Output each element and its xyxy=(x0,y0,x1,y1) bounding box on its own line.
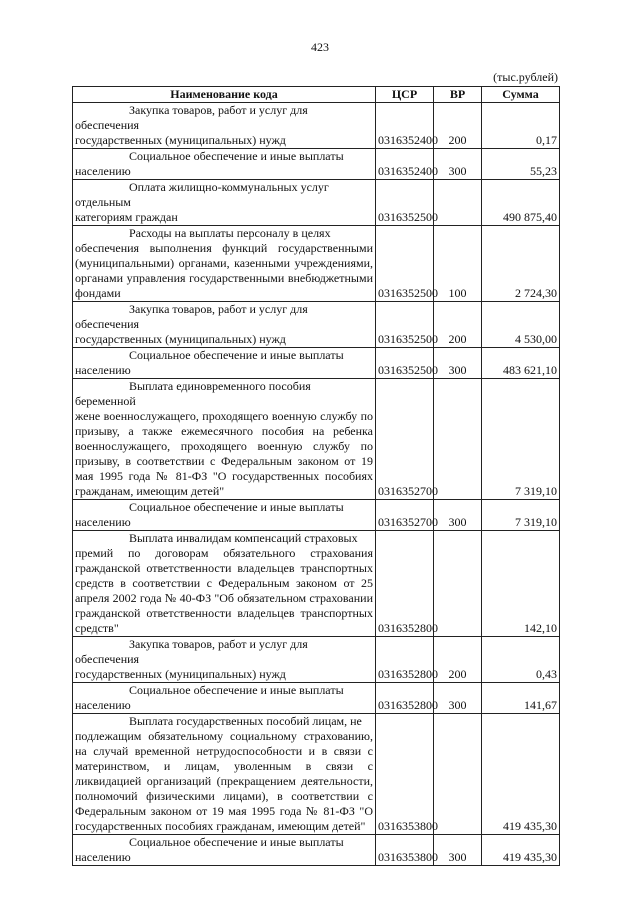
row-name-first: Закупка товаров, работ и услуг для обеспечения xyxy=(75,637,308,666)
table-header-row xyxy=(73,87,560,103)
row-name xyxy=(73,637,376,683)
row-name xyxy=(73,500,376,531)
table-row xyxy=(73,348,560,379)
row-vr xyxy=(434,379,482,500)
table-row xyxy=(73,149,560,180)
row-name-first: Выплата единовременного пособия беременной xyxy=(75,379,311,408)
row-sum: 4 530,00 xyxy=(482,302,560,348)
row-sum: 141,67 xyxy=(482,683,560,714)
row-csr: 0316352400 xyxy=(376,103,434,149)
row-name-rest: жене военнослужащего, проходящего военную службу по призыву, а также ежемесячного пособия на ребенка военнослужащего, проходящего военную службу по призыву, в соответствии с Федеральным законом от 19 мая 1995 года № 81-ФЗ "О государственных пособиях гражданам, имеющим детей" xyxy=(75,409,373,498)
row-csr: 0316352800 xyxy=(376,683,434,714)
row-name-first: Оплата жилищно-коммунальных услуг отдельным xyxy=(75,180,329,209)
row-vr xyxy=(434,180,482,226)
row-name xyxy=(73,302,376,348)
row-csr: 0316352800 xyxy=(376,637,434,683)
row-name xyxy=(73,149,376,180)
row-vr xyxy=(434,531,482,637)
row-sum: 7 319,10 xyxy=(482,379,560,500)
row-vr: 100 xyxy=(434,226,482,302)
budget-table xyxy=(72,86,560,866)
table-row xyxy=(73,103,560,149)
row-name-first: Выплата государственных пособий лицам, не xyxy=(129,714,362,728)
row-name xyxy=(73,531,376,637)
row-vr xyxy=(434,714,482,835)
row-sum: 419 435,30 xyxy=(482,714,560,835)
table-row xyxy=(73,180,560,226)
row-csr: 0316353800 xyxy=(376,835,434,866)
row-sum: 142,10 xyxy=(482,531,560,637)
row-name-rest: населению xyxy=(75,850,131,864)
row-name xyxy=(73,835,376,866)
row-name-rest: категориям граждан xyxy=(75,210,178,224)
row-name xyxy=(73,226,376,302)
row-sum: 490 875,40 xyxy=(482,180,560,226)
row-csr: 0316352500 xyxy=(376,226,434,302)
row-sum: 483 621,10 xyxy=(482,348,560,379)
row-csr: 0316352700 xyxy=(376,379,434,500)
row-name-rest: государственных (муниципальных) нужд xyxy=(75,133,286,147)
row-name-first: Расходы на выплаты персоналу в целях xyxy=(129,226,331,240)
row-name-first: Закупка товаров, работ и услуг для обеспечения xyxy=(75,302,308,331)
row-name-rest: государственных (муниципальных) нужд xyxy=(75,332,286,346)
row-name xyxy=(73,379,376,500)
header-name: Наименование кода xyxy=(73,87,376,103)
row-name-first: Закупка товаров, работ и услуг для обеспечения xyxy=(75,103,308,132)
row-csr: 0316352500 xyxy=(376,348,434,379)
page-number: 423 xyxy=(311,40,329,54)
table-row xyxy=(73,637,560,683)
row-csr: 0316352500 xyxy=(376,180,434,226)
row-csr: 0316353800 xyxy=(376,714,434,835)
header-vr: ВР xyxy=(434,87,482,103)
header-sum: Сумма xyxy=(482,87,560,103)
row-name xyxy=(73,103,376,149)
table-row xyxy=(73,379,560,500)
row-name xyxy=(73,180,376,226)
row-name-rest: подлежащим обязательному социальному страхованию, на случай временной нетрудоспособности и в связи с материнством, и лицам, уволенным в связи с ликвидацией организаций (прекращением деятельности, полномочий физическими лицами), в соответствии с Федеральным законом от 19 мая 1995 года № 81-ФЗ "О государственных пособиях гражданам, имеющим детей" xyxy=(75,729,373,833)
table-row xyxy=(73,226,560,302)
row-name-rest: премий по договорам обязательного страхования гражданской ответственности владельцев транспортных средств в соответствии с Федеральным законом от 25 апреля 2002 года № 40-ФЗ "Об обязательном страховании гражданской ответственности владельцев транспортных средств" xyxy=(75,546,373,635)
row-sum: 0,17 xyxy=(482,103,560,149)
row-sum: 419 435,30 xyxy=(482,835,560,866)
row-name-rest: населению xyxy=(75,164,131,178)
row-sum: 0,43 xyxy=(482,637,560,683)
row-sum: 55,23 xyxy=(482,149,560,180)
row-vr: 200 xyxy=(434,637,482,683)
table-row xyxy=(73,531,560,637)
row-sum: 2 724,30 xyxy=(482,226,560,302)
table-row xyxy=(73,835,560,866)
row-name xyxy=(73,348,376,379)
row-vr: 200 xyxy=(434,103,482,149)
table-row xyxy=(73,302,560,348)
row-name-rest: населению xyxy=(75,698,131,712)
row-name-first: Социальное обеспечение и иные выплаты xyxy=(129,149,344,163)
row-name-rest: государственных (муниципальных) нужд xyxy=(75,667,286,681)
row-vr: 300 xyxy=(434,835,482,866)
row-vr: 200 xyxy=(434,302,482,348)
row-name xyxy=(73,714,376,835)
row-name-first: Социальное обеспечение и иные выплаты xyxy=(129,500,344,514)
row-name-first: Социальное обеспечение и иные выплаты xyxy=(129,835,344,849)
row-name-first: Социальное обеспечение и иные выплаты xyxy=(129,348,344,362)
row-name-first: Выплата инвалидам компенсаций страховых xyxy=(129,531,358,545)
table-row xyxy=(73,714,560,835)
row-name-rest: обеспечения выполнения функций государственными (муниципальными) органами, казенными учреждениями, органами управления государственными внебюджетными фондами xyxy=(75,241,373,300)
row-vr: 300 xyxy=(434,348,482,379)
row-csr: 0316352400 xyxy=(376,149,434,180)
table-row xyxy=(73,500,560,531)
table-row xyxy=(73,683,560,714)
row-name-rest: населению xyxy=(75,363,131,377)
row-sum: 7 319,10 xyxy=(482,500,560,531)
row-name-first: Социальное обеспечение и иные выплаты xyxy=(129,683,344,697)
row-name xyxy=(73,683,376,714)
row-csr: 0316352700 xyxy=(376,500,434,531)
header-csr: ЦСР xyxy=(376,87,434,103)
row-name-rest: населению xyxy=(75,515,131,529)
units-label: (тыс.рублей) xyxy=(493,70,558,84)
row-vr: 300 xyxy=(434,683,482,714)
row-vr: 300 xyxy=(434,149,482,180)
row-vr: 300 xyxy=(434,500,482,531)
row-csr: 0316352500 xyxy=(376,302,434,348)
row-csr: 0316352800 xyxy=(376,531,434,637)
